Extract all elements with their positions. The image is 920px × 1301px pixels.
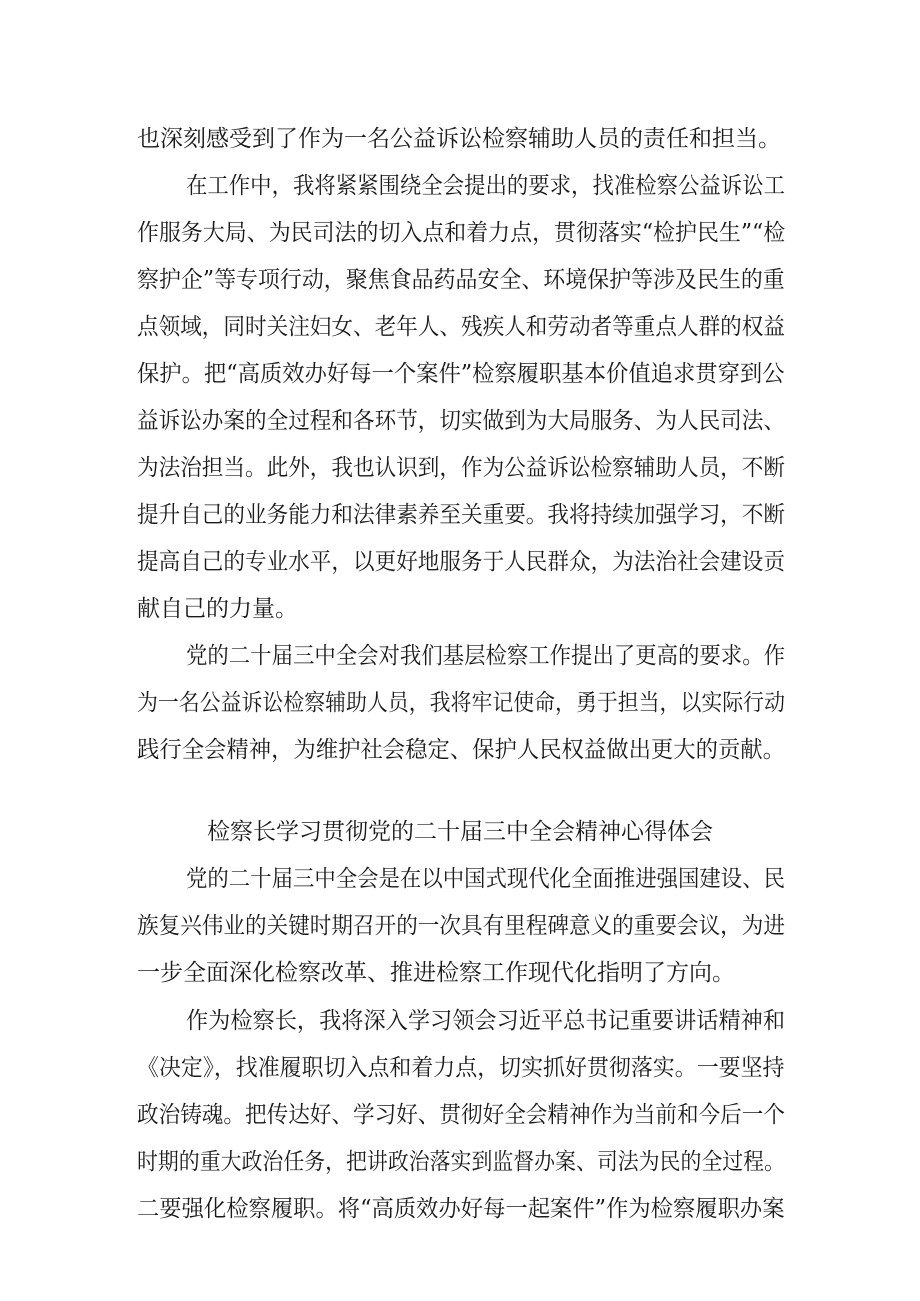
paragraph-line: 提升自己的业务能力和法律素养至关重要。我将持续加强学习，不断 bbox=[137, 502, 785, 528]
paragraph-line: 保护。把“高质效办好每一个案件”检察履职基本价值追求贯穿到公 bbox=[137, 361, 785, 387]
section-title: 检察长学习贯彻党的二十届三中全会精神心得体会 bbox=[207, 819, 713, 845]
paragraph-line: 点领域，同时关注妇女、老年人、残疾人和劳动者等重点人群的权益 bbox=[137, 314, 785, 340]
paragraph-line: 也深刻感受到了作为一名公益诉讼检察辅助人员的责任和担当。 bbox=[137, 126, 781, 152]
paragraph-line: 时期的重大政治任务，把讲政治落实到监督办案、司法为民的全过程。 bbox=[137, 1149, 785, 1175]
paragraph-line: 二要强化检察履职。将“高质效办好每一起案件”作为检察履职办案 bbox=[137, 1196, 785, 1222]
paragraph-line: 提高自己的专业水平，以更好地服务于人民群众，为法治社会建设贡 bbox=[137, 549, 785, 575]
paragraph-line: 益诉讼办案的全过程和各环节，切实做到为大局服务、为人民司法、 bbox=[137, 408, 785, 434]
paragraph-line: 党的二十届三中全会对我们基层检察工作提出了更高的要求。作 bbox=[186, 643, 785, 669]
paragraph-line: 一步全面深化检察改革、推进检察工作现代化指明了方向。 bbox=[137, 960, 735, 986]
paragraph-line: 作服务大局、为民司法的切入点和着力点，贯彻落实“检护民生”“检 bbox=[137, 220, 786, 246]
paragraph-line: 族复兴伟业的关键时期召开的一次具有里程碑意义的重要会议，为进 bbox=[137, 913, 785, 939]
paragraph-line: 察护企”等专项行动，聚焦食品药品安全、环境保护等涉及民生的重 bbox=[137, 267, 785, 293]
paragraph-line: 为法治担当。此外，我也认识到，作为公益诉讼检察辅助人员，不断 bbox=[137, 455, 785, 481]
paragraph-line: 为一名公益诉讼检察辅助人员，我将牢记使命，勇于担当，以实际行动 bbox=[137, 690, 785, 716]
paragraph-line: 《决定》，找准履职切入点和着力点，切实抓好贯彻落实。一要坚持 bbox=[137, 1055, 785, 1081]
paragraph-line: 在工作中，我将紧紧围绕全会提出的要求，找准检察公益诉讼工 bbox=[186, 173, 785, 199]
paragraph-line: 献自己的力量。 bbox=[137, 596, 298, 622]
paragraph-line: 党的二十届三中全会是在以中国式现代化全面推进强国建设、民 bbox=[186, 866, 785, 892]
paragraph-line: 践行全会精神，为维护社会稳定、保护人民权益做出更大的贡献。 bbox=[137, 737, 785, 763]
paragraph-line: 政治铸魂。把传达好、学习好、贯彻好全会精神作为当前和今后一个 bbox=[137, 1102, 785, 1128]
paragraph-line: 作为检察长，我将深入学习领会习近平总书记重要讲话精神和 bbox=[186, 1008, 786, 1034]
